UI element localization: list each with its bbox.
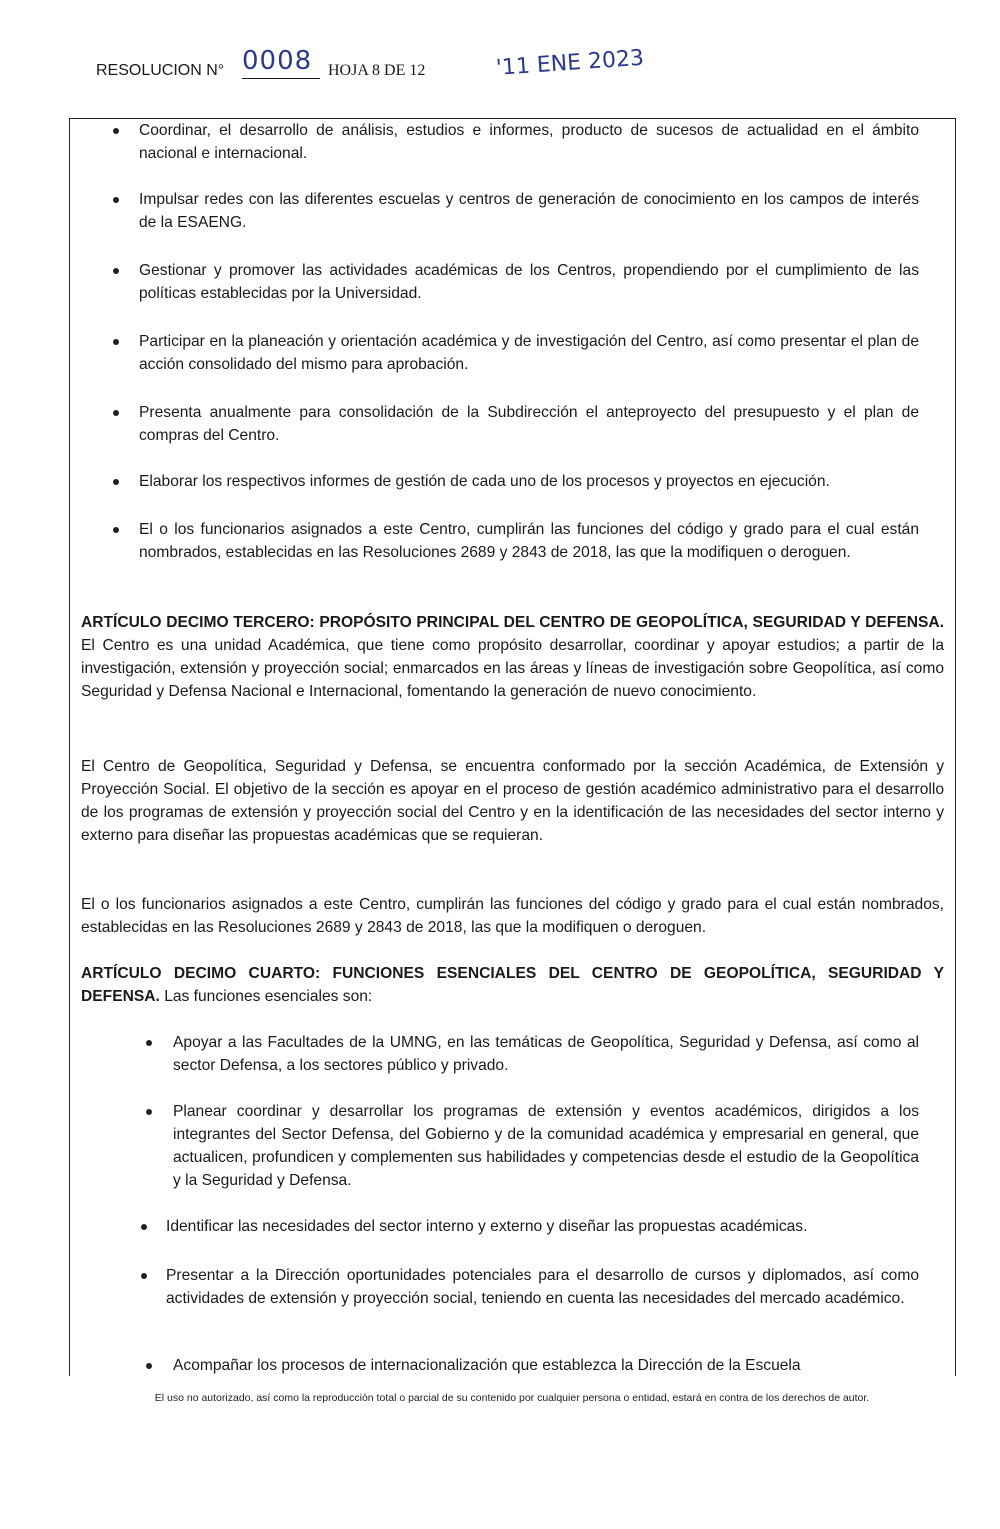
- paragraph-funcionarios: El o los funcionarios asignados a este Centro, cumplirán las funciones del código y grado para el cual están nombrados, establecidas en las Resoluciones 2689 y 2843 de 2018, las que la modifiquen o deroguen.: [81, 896, 944, 936]
- list-item: [70, 401, 955, 447]
- list-item-text: Coordinar, el desarrollo de análisis, estudios e informes, producto de sucesos de actualidad en el ámbito nacional e internacional.: [139, 122, 919, 162]
- list-item-text: Presentar a la Dirección oportunidades potenciales para el desarrollo de cursos y diplomados, así como actividades de extensión y proyección social, teniendo en cuenta las necesidades del mercado académico.: [166, 1267, 919, 1307]
- bullet-icon: [113, 479, 119, 485]
- resolution-number: 0008: [242, 46, 313, 76]
- resolution-number-underline: [242, 78, 320, 79]
- bullet-icon: [113, 268, 119, 274]
- list-item-text: Impulsar redes con las diferentes escuelas y centros de generación de conocimiento en los campos de interés de la ESAENG.: [139, 191, 919, 231]
- bullet-icon: [146, 1040, 152, 1046]
- list-item: [70, 1354, 955, 1377]
- list-item-text: Elaborar los respectivos informes de gestión de cada uno de los procesos y proyectos en ejecución.: [139, 473, 830, 490]
- list-item-text: Identificar las necesidades del sector interno y externo y diseñar las propuestas académicas.: [166, 1218, 808, 1235]
- bullet-icon: [141, 1224, 147, 1230]
- list-item: [70, 1100, 955, 1192]
- article-13-text: El Centro es una unidad Académica, que tiene como propósito desarrollar, coordinar y apoyar estudios; a partir de la investigación, extensión y proyección social; enmarcados en las áreas y líneas de investigación sobre Geopolítica, así como Seguridad y Defensa Nacional e Internacional, fomentando la generación de nuevo conocimiento.: [81, 637, 944, 700]
- article-14-heading: ARTÍCULO DECIMO CUARTO: FUNCIONES ESENCIALES DEL CENTRO DE GEOPOLÍTICA, SEGURIDAD Y DEFENSA.: [81, 965, 944, 1005]
- copyright-footer: El uso no autorizado, así como la reproducción total o parcial de su contenido por cualquier persona o entidad, estará en contra de los derechos de autor.: [154, 1392, 870, 1404]
- list-item: [70, 330, 955, 376]
- list-item: [70, 259, 955, 305]
- list-item-text: Presenta anualmente para consolidación de la Subdirección el anteproyecto del presupuesto y el plan de compras del Centro.: [139, 404, 919, 444]
- list-item: [70, 1031, 955, 1077]
- resolution-label: RESOLUCION N°: [96, 62, 225, 79]
- list-item-text: Planear coordinar y desarrollar los programas de extensión y eventos académicos, dirigidos a los integrantes del Sector Defensa, del Gobierno y de la comunidad académica y empresarial en general, que actualicen, profundicen y complementen sus habilidades y competencias desde el estudio de la Geopolítica y la Seguridad y Defensa.: [173, 1103, 919, 1189]
- bullet-icon: [146, 1363, 152, 1369]
- article-14-text: Las funciones esenciales son:: [159, 988, 373, 1005]
- article-13: [70, 611, 955, 703]
- list-item-text: El o los funcionarios asignados a este Centro, cumplirán las funciones del código y grado para el cual están nombrados, establecidas en las Resoluciones 2689 y 2843 de 2018, las que la modifiquen o deroguen.: [139, 521, 919, 561]
- article-14: [70, 962, 955, 1008]
- list-item-text: Participar en la planeación y orientación académica y de investigación del Centro, así como presentar el plan de acción consolidado del mismo para aprobación.: [139, 333, 919, 373]
- list-item: [70, 518, 955, 564]
- bullet-icon: [113, 197, 119, 203]
- list-item: [70, 1215, 955, 1238]
- content-frame: [69, 118, 956, 1376]
- bullet-icon: [141, 1273, 147, 1279]
- bullet-icon: [113, 527, 119, 533]
- date-stamp: '11 ENE 2023: [495, 45, 645, 81]
- list-item: [70, 1264, 955, 1310]
- list-item-text: Apoyar a las Facultades de la UMNG, en las temáticas de Geopolítica, Seguridad y Defensa, así como al sector Defensa, a los sectores público y privado.: [173, 1034, 919, 1074]
- sheet-number: HOJA 8 DE 12: [328, 62, 426, 79]
- list-item: [70, 119, 955, 165]
- list-item: [70, 470, 955, 493]
- bullet-icon: [146, 1109, 152, 1115]
- bullet-icon: [113, 410, 119, 416]
- bullet-icon: [113, 339, 119, 345]
- list-item-text: Acompañar los procesos de internacionalización que establezca la Dirección de la Escuela: [173, 1357, 801, 1374]
- list-item: [70, 188, 955, 234]
- list-item-text: Gestionar y promover las actividades académicas de los Centros, propendiendo por el cumplimiento de las políticas establecidas por la Universidad.: [139, 262, 919, 302]
- bullet-icon: [113, 128, 119, 134]
- paragraph-centro: El Centro de Geopolítica, Seguridad y Defensa, se encuentra conformado por la sección Académica, de Extensión y Proyección Social. El objetivo de la sección es apoyar en el proceso de gestión académico administrativo para el desarrollo de los programas de extensión y proyección social del Centro y en la identificación de las necesidades del sector interno y externo para diseñar las propuestas académicas que se requieran.: [81, 758, 944, 844]
- article-13-heading: ARTÍCULO DECIMO TERCERO: PROPÓSITO PRINCIPAL DEL CENTRO DE GEOPOLÍTICA, SEGURIDAD Y DEFENSA.: [81, 614, 944, 631]
